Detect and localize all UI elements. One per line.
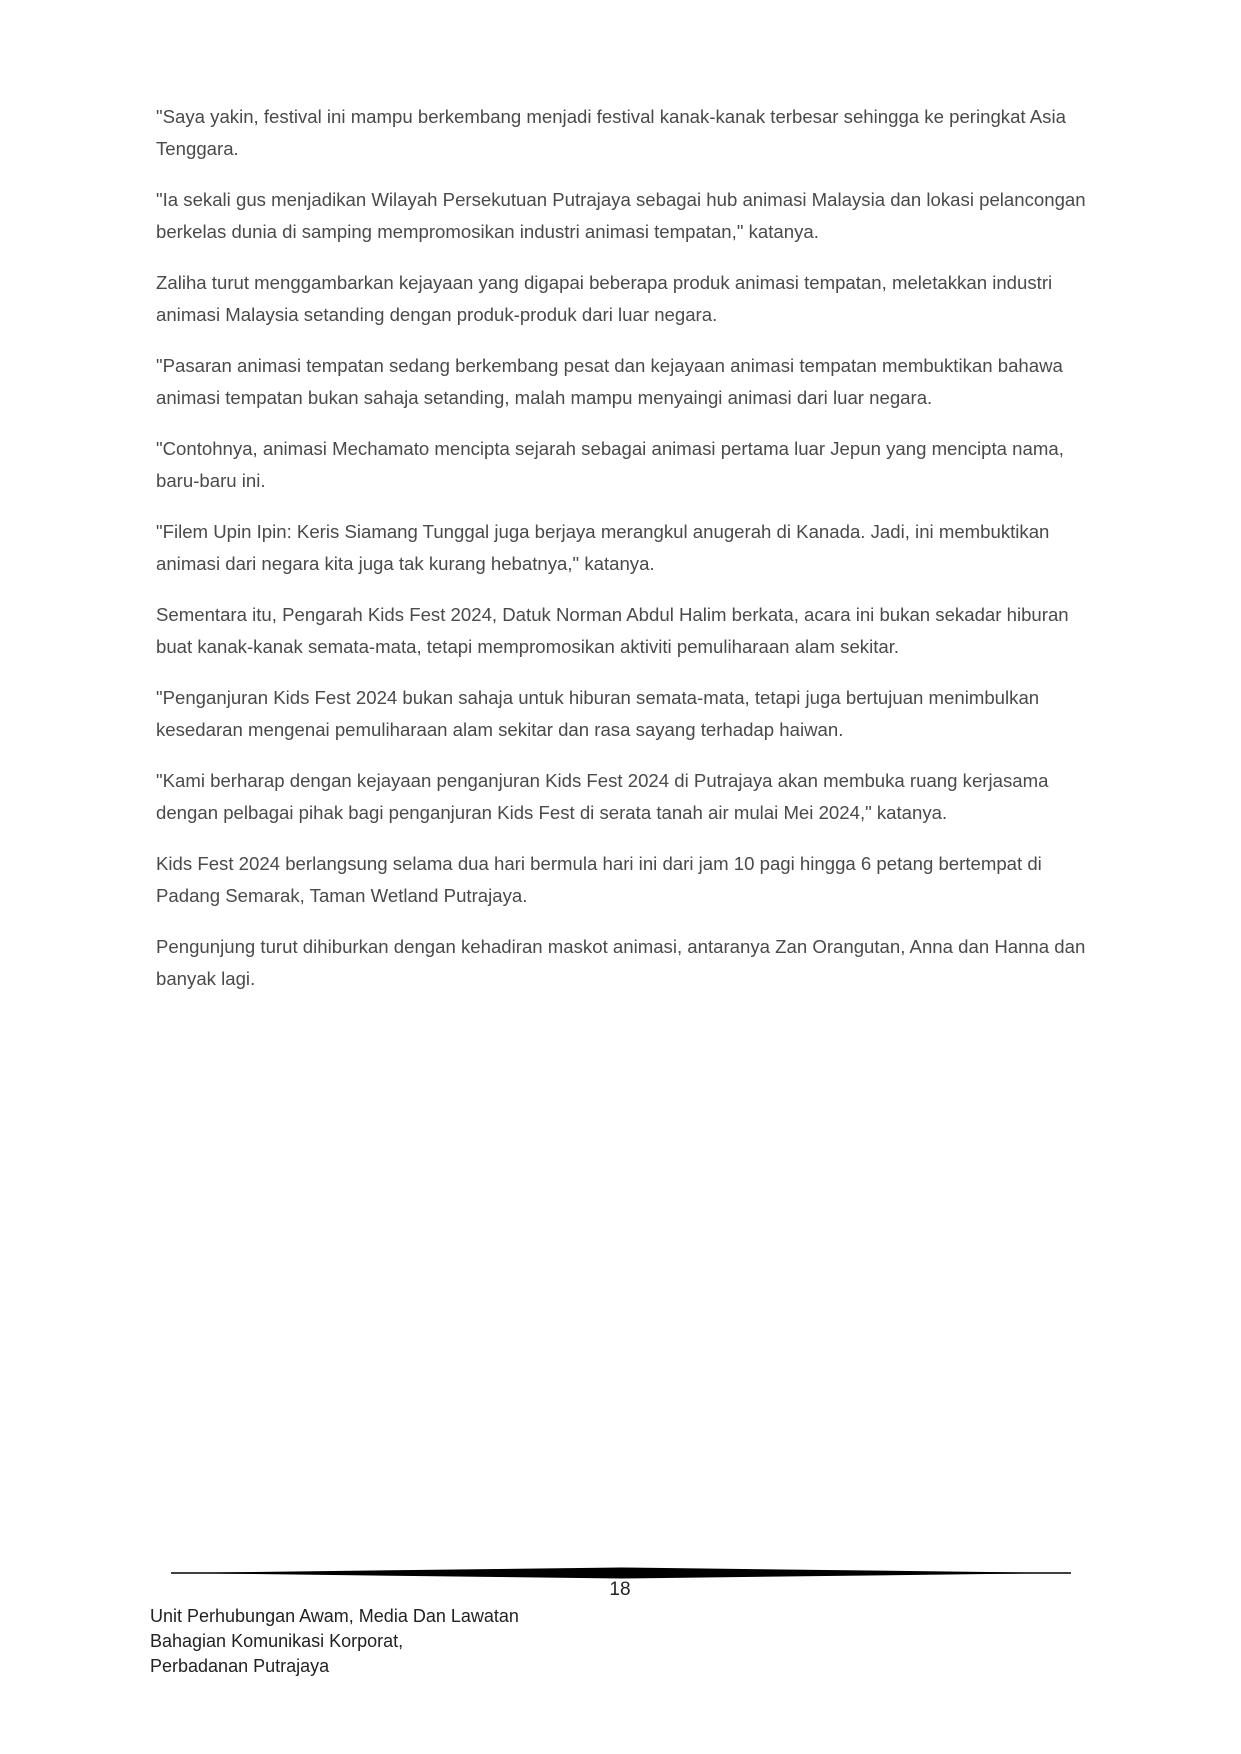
article-paragraph: Sementara itu, Pengarah Kids Fest 2024, Datuk Norman Abdul Halim berkata, acara ini bukan sekadar hiburan buat kanak-kanak semata-mata, tetapi mempromosikan aktiviti pemuliharaan alam sekitar.: [156, 604, 1069, 657]
article-paragraph: "Saya yakin, festival ini mampu berkembang menjadi festival kanak-kanak terbesar sehingga ke peringkat Asia Tenggara.: [156, 106, 1066, 159]
page-number: 18: [609, 1579, 631, 1600]
article-body: [156, 101, 1091, 1014]
article-paragraph: "Kami berharap dengan kejayaan penganjuran Kids Fest 2024 di Putrajaya akan membuka ruang kerjasama dengan pelbagai pihak bagi penganjuran Kids Fest di serata tanah air mulai Mei 2024," katanya.: [156, 770, 1049, 823]
article-paragraph: Pengunjung turut dihiburkan dengan kehadiran maskot animasi, antaranya Zan Orangutan, Anna dan Hanna dan banyak lagi.: [156, 936, 1086, 989]
article-paragraph: "Penganjuran Kids Fest 2024 bukan sahaja untuk hiburan semata-mata, tetapi juga bertujuan menimbulkan kesedaran mengenai pemuliharaan alam sekitar dan rasa sayang terhadap haiwan.: [156, 687, 1040, 740]
article-paragraph: Kids Fest 2024 berlangsung selama dua hari bermula hari ini dari jam 10 pagi hingga 6 petang bertempat di Padang Semarak, Taman Wetland Putrajaya.: [156, 853, 1042, 906]
article-paragraph: "Pasaran animasi tempatan sedang berkembang pesat dan kejayaan animasi tempatan membuktikan bahawa animasi tempatan bukan sahaja setanding, malah mampu menyaingi animasi dari luar negara.: [156, 355, 1063, 408]
footer-organization: [150, 1604, 519, 1679]
article-paragraph: "Ia sekali gus menjadikan Wilayah Persekutuan Putrajaya sebagai hub animasi Malaysia dan lokasi pelancongan berkelas dunia di samping mempromosikan industri animasi tempatan," katanya.: [156, 189, 1086, 242]
article-paragraph: "Contohnya, animasi Mechamato mencipta sejarah sebagai animasi pertama luar Jepun yang mencipta nama, baru-baru ini.: [156, 438, 1064, 491]
footer-line: Perbadanan Putrajaya: [150, 1656, 330, 1676]
article-paragraph: Zaliha turut menggambarkan kejayaan yang digapai beberapa produk animasi tempatan, meletakkan industri animasi Malaysia setanding dengan produk-produk dari luar negara.: [156, 272, 1053, 325]
footer-line: Bahagian Komunikasi Korporat,: [150, 1631, 404, 1651]
footer-line: Unit Perhubungan Awam, Media Dan Lawatan: [150, 1606, 519, 1626]
article-paragraph: "Filem Upin Ipin: Keris Siamang Tunggal juga berjaya merangkul anugerah di Kanada. Jadi, ini membuktikan animasi dari negara kita juga tak kurang hebatnya," katanya.: [156, 521, 1050, 574]
footer-divider: [171, 1566, 1071, 1580]
